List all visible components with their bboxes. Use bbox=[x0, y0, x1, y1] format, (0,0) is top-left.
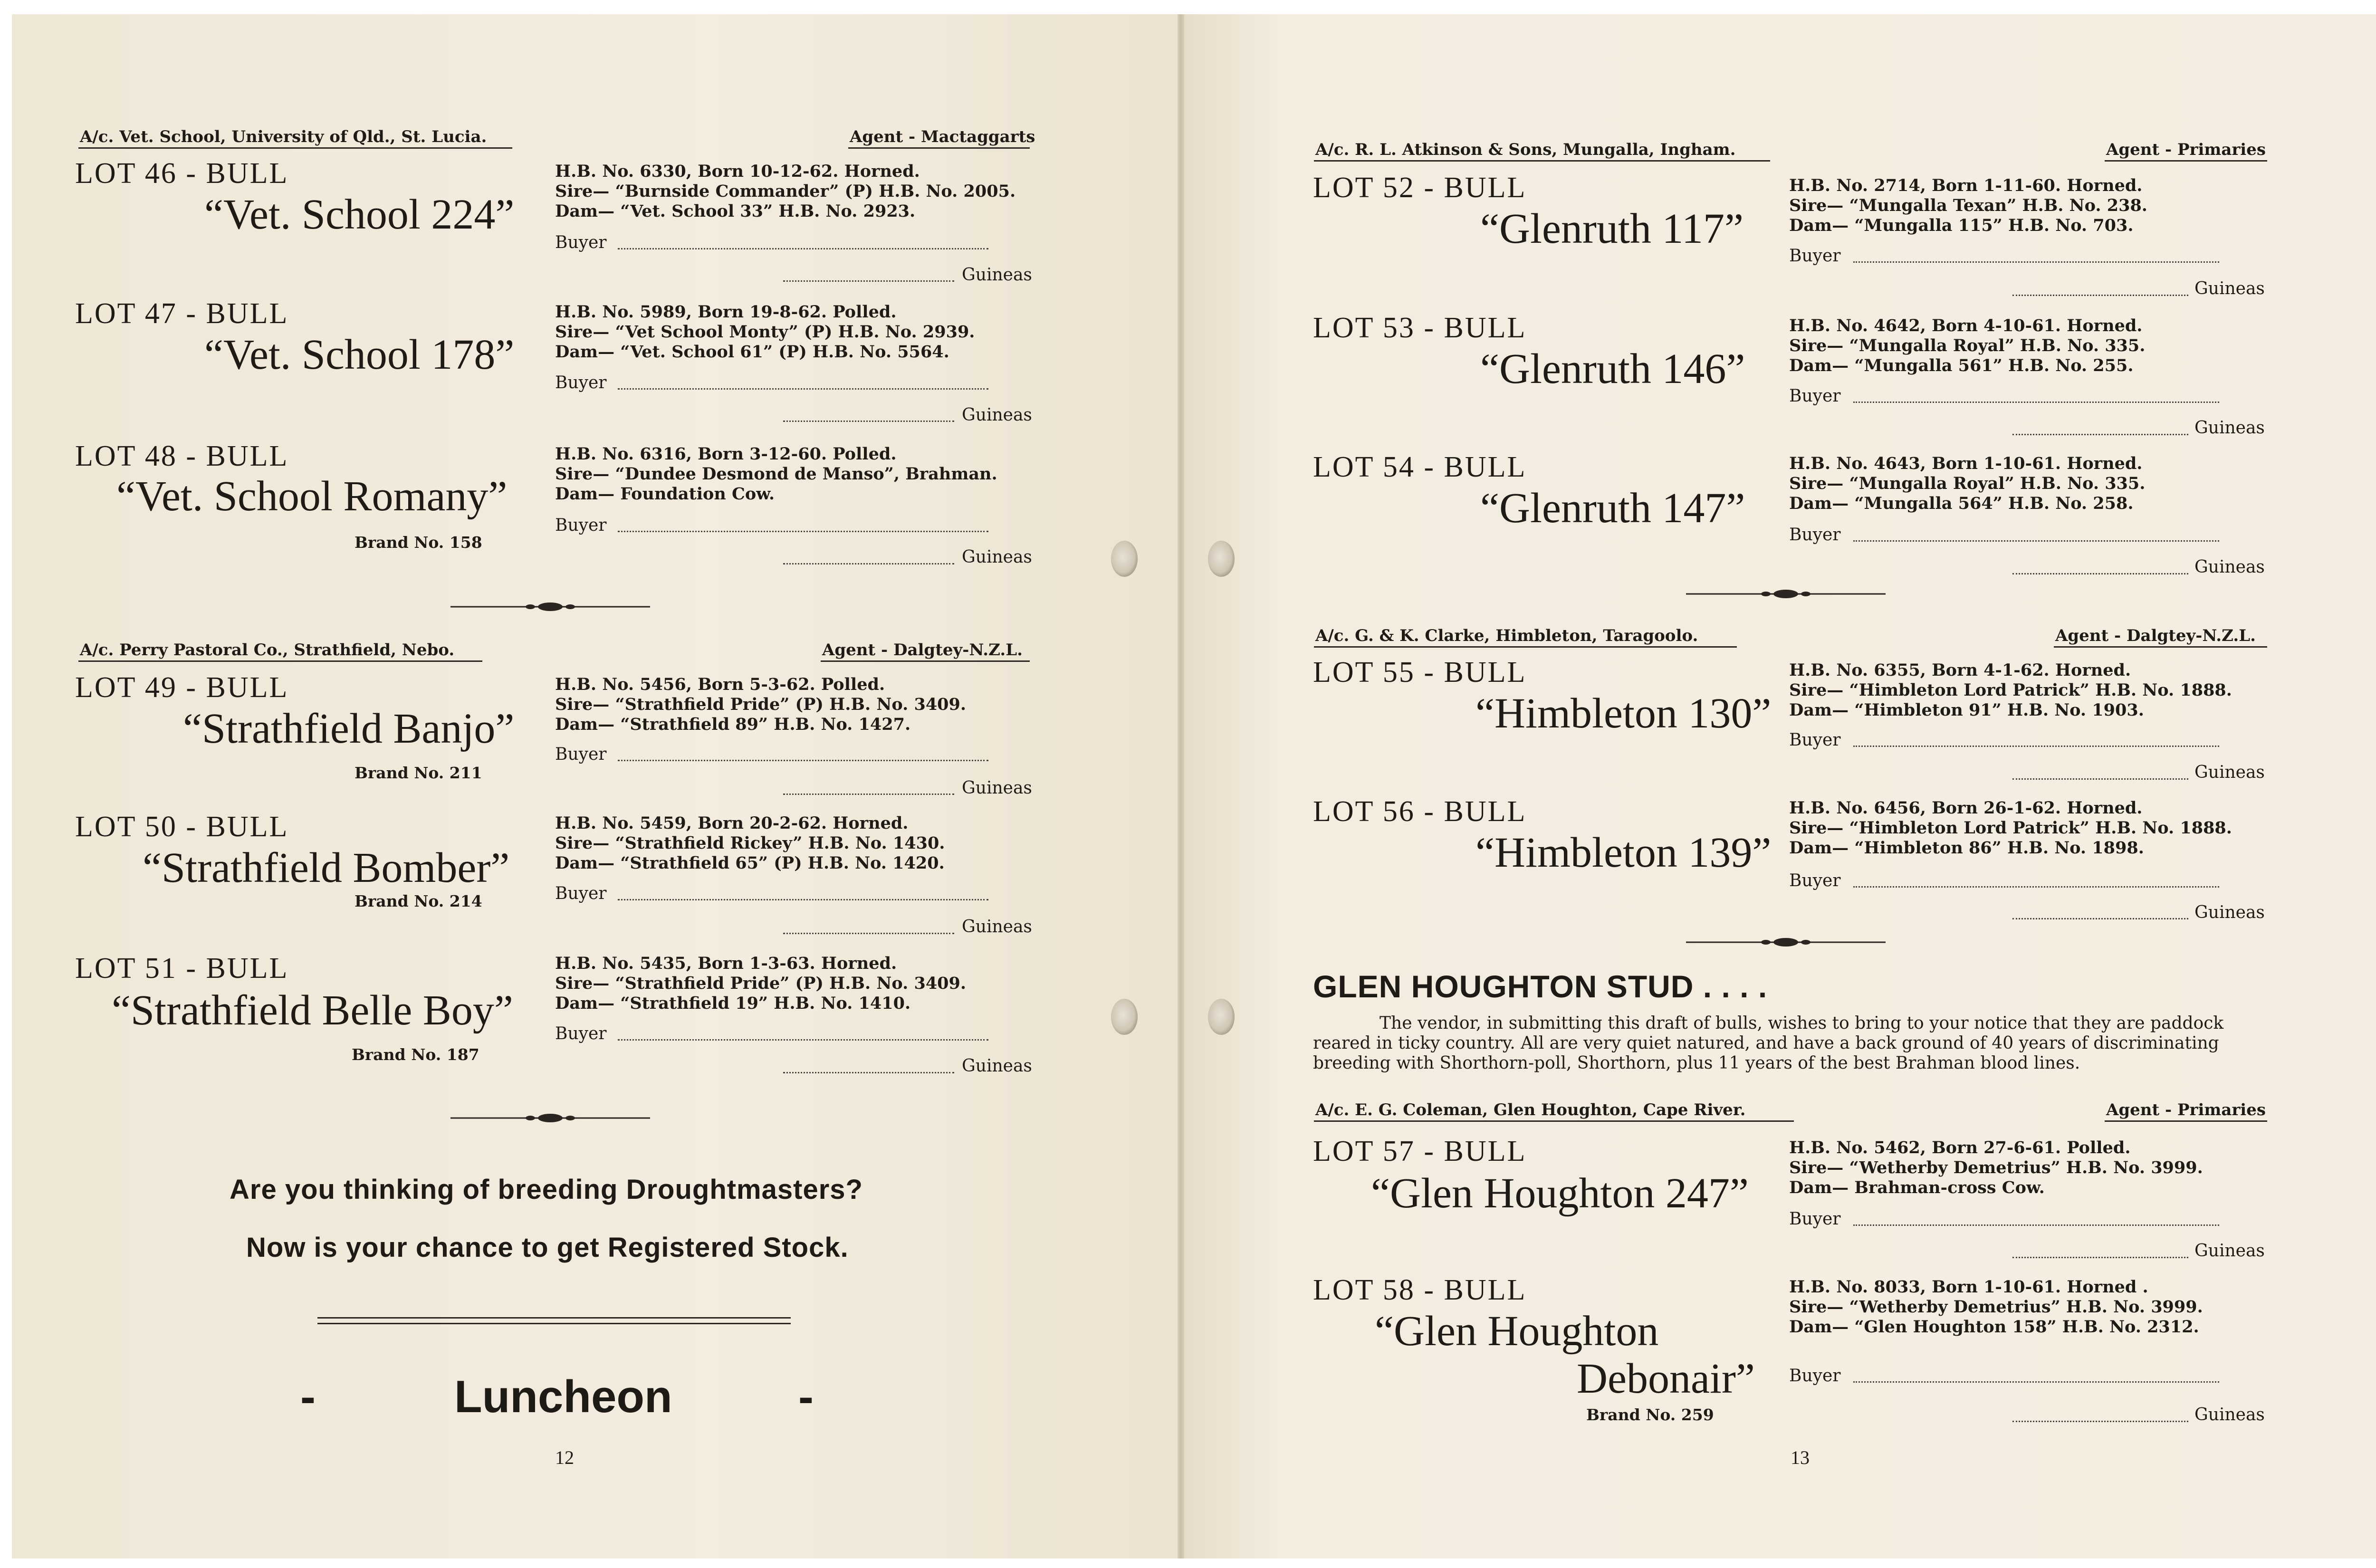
lot-details bbox=[1789, 176, 2147, 236]
buyer-label: Buyer bbox=[555, 745, 607, 764]
account-underline bbox=[1314, 646, 1737, 648]
guineas-label: Guineas bbox=[962, 778, 1032, 798]
ornament-divider bbox=[1686, 935, 1886, 949]
lot-heading: LOT 56 - BULL bbox=[1313, 795, 1527, 828]
guineas-label: Guineas bbox=[962, 917, 1032, 937]
buyer-blank[interactable] bbox=[1853, 746, 2219, 747]
hb-number: H.B. No. 5456, Born 5-3-62. Polled. bbox=[555, 675, 885, 694]
animal-name: “Himbleton 139” bbox=[1475, 829, 1772, 876]
guineas-label: Guineas bbox=[2194, 763, 2265, 782]
sire: Sire— “Vet School Monty” (P) H.B. No. 2939. bbox=[555, 322, 975, 342]
hb-number: H.B. No. 6355, Born 4-1-62. Horned. bbox=[1789, 660, 2131, 680]
lot-details bbox=[555, 675, 966, 735]
sire: Sire— “Burnside Commander” (P) H.B. No. 2005. bbox=[555, 182, 1016, 201]
dam: Dam— “Strathfield 65” (P) H.B. No. 1420. bbox=[555, 853, 945, 873]
guineas-label: Guineas bbox=[2194, 279, 2265, 298]
guineas-blank[interactable] bbox=[783, 933, 954, 934]
buyer-label: Buyer bbox=[555, 373, 607, 392]
guineas-label: Guineas bbox=[962, 405, 1032, 425]
paragraph-line: The vendor, in submitting this draft of bulls, wishes to bring to your notice that they are paddock bbox=[1380, 1013, 2224, 1033]
lot-details bbox=[555, 954, 966, 1013]
animal-name-line1: “Glen Houghton bbox=[1375, 1308, 1659, 1355]
sire: Sire— “Himbleton Lord Patrick” H.B. No. 1888. bbox=[1789, 818, 2232, 838]
buyer-blank[interactable] bbox=[1853, 540, 2219, 542]
account-name: A/c. R. L. Atkinson & Sons, Mungalla, Ingham. bbox=[1315, 140, 1736, 159]
buyer-blank[interactable] bbox=[1853, 886, 2219, 888]
dash: - bbox=[798, 1371, 814, 1422]
agent-name: Agent - Dalgtey-N.Z.L. bbox=[2055, 626, 2256, 645]
dam: Dam— “Glen Houghton 158” H.B. No. 2312. bbox=[1789, 1317, 2199, 1337]
lot-details bbox=[555, 162, 1016, 221]
lot-details bbox=[555, 813, 945, 873]
sire: Sire— “Strathfield Pride” (P) H.B. No. 3409. bbox=[555, 695, 967, 714]
dam: Dam— “Strathfield 89” H.B. No. 1427. bbox=[555, 715, 911, 734]
ornament-divider bbox=[450, 1111, 650, 1125]
animal-name: “Strathfield Banjo” bbox=[183, 705, 515, 752]
lot-heading: LOT 58 - BULL bbox=[1313, 1274, 1527, 1306]
dam: Dam— Brahman-cross Cow. bbox=[1789, 1178, 2045, 1197]
hb-number: H.B. No. 2714, Born 1-11-60. Horned. bbox=[1789, 176, 2143, 195]
sire: Sire— “Dundee Desmond de Manso”, Brahman. bbox=[555, 464, 997, 484]
guineas-label: Guineas bbox=[2194, 1405, 2265, 1425]
hb-number: H.B. No. 4642, Born 4-10-61. Horned. bbox=[1789, 316, 2143, 335]
account-name: A/c. Vet. School, University of Qld., St. Lucia. bbox=[80, 127, 487, 146]
guineas-label: Guineas bbox=[962, 547, 1032, 567]
buyer-label: Buyer bbox=[1789, 246, 1841, 266]
sire: Sire— “Strathfield Rickey” H.B. No. 1430. bbox=[555, 833, 945, 853]
brand-number: Brand No. 259 bbox=[1586, 1405, 1714, 1424]
agent-name: Agent - Dalgtey-N.Z.L. bbox=[822, 641, 1023, 660]
hb-number: H.B. No. 6316, Born 3-12-60. Polled. bbox=[555, 444, 897, 464]
dam: Dam— Foundation Cow. bbox=[555, 484, 775, 504]
animal-name: “Strathfield Bomber” bbox=[143, 844, 510, 891]
lot-details bbox=[1789, 1277, 2203, 1337]
buyer-label: Buyer bbox=[555, 1024, 607, 1043]
guineas-blank[interactable] bbox=[2012, 573, 2188, 574]
guineas-label: Guineas bbox=[962, 265, 1032, 285]
sire: Sire— “Strathfield Pride” (P) H.B. No. 3409. bbox=[555, 974, 967, 993]
hb-number: H.B. No. 6456, Born 26-1-62. Horned. bbox=[1789, 798, 2143, 818]
lot-heading: LOT 57 - BULL bbox=[1313, 1135, 1527, 1167]
guineas-label: Guineas bbox=[2194, 557, 2265, 577]
ornament-divider bbox=[1686, 587, 1886, 601]
lot-heading: LOT 46 - BULL bbox=[75, 157, 289, 190]
buyer-blank[interactable] bbox=[618, 760, 988, 761]
lot-details bbox=[1789, 798, 2232, 858]
hb-number: H.B. No. 5459, Born 20-2-62. Horned. bbox=[555, 813, 909, 833]
animal-name: “Strathfield Belle Boy” bbox=[112, 987, 513, 1034]
brand-number: Brand No. 214 bbox=[354, 892, 482, 910]
guineas-label: Guineas bbox=[962, 1056, 1032, 1076]
buyer-label: Buyer bbox=[555, 516, 607, 535]
sire: Sire— “Mungalla Texan” H.B. No. 238. bbox=[1789, 196, 2147, 215]
dam: Dam— “Himbleton 91” H.B. No. 1903. bbox=[1789, 700, 2144, 720]
buyer-blank[interactable] bbox=[1853, 261, 2219, 263]
agent-underline bbox=[2105, 1120, 2267, 1122]
account-underline bbox=[78, 147, 512, 149]
guineas-blank[interactable] bbox=[783, 563, 954, 564]
sire: Sire— “Wetherby Demetrius” H.B. No. 3999. bbox=[1789, 1297, 2203, 1317]
buyer-blank[interactable] bbox=[1853, 402, 2219, 403]
paragraph-line: breeding with Shorthorn-poll, Shorthorn, plus 11 years of the best Brahman blood lines. bbox=[1313, 1053, 2080, 1073]
guineas-blank[interactable] bbox=[2012, 918, 2188, 919]
agent-name: Agent - Primaries bbox=[2106, 140, 2266, 159]
lot-heading: LOT 52 - BULL bbox=[1313, 172, 1527, 204]
lot-details bbox=[555, 302, 975, 362]
dam: Dam— “Mungalla 564” H.B. No. 258. bbox=[1789, 494, 2134, 513]
promo-line: Now is your chance to get Registered Stock. bbox=[246, 1232, 849, 1263]
buyer-blank[interactable] bbox=[618, 248, 988, 249]
brand-number: Brand No. 187 bbox=[352, 1045, 479, 1064]
double-rule bbox=[317, 1323, 791, 1324]
agent-underline bbox=[2054, 646, 2267, 648]
ornament-divider bbox=[450, 600, 650, 614]
guineas-blank[interactable] bbox=[2012, 1421, 2188, 1422]
sire: Sire— “Wetherby Demetrius” H.B. No. 3999. bbox=[1789, 1158, 2203, 1177]
buyer-blank[interactable] bbox=[618, 899, 988, 900]
guineas-blank[interactable] bbox=[783, 421, 954, 422]
book-gutter bbox=[1178, 14, 1184, 1558]
hb-number: H.B. No. 4643, Born 1-10-61. Horned. bbox=[1789, 454, 2143, 473]
guineas-blank[interactable] bbox=[783, 1072, 954, 1073]
lot-heading: LOT 50 - BULL bbox=[75, 811, 289, 843]
agent-name: Agent - Mactaggarts bbox=[850, 127, 1035, 146]
account-name: A/c. G. & K. Clarke, Himbleton, Taragoolo. bbox=[1315, 626, 1698, 645]
paragraph-line: reared in ticky country. All are very quiet natured, and have a back ground of 40 years of discriminating bbox=[1313, 1033, 2219, 1053]
lot-heading: LOT 47 - BULL bbox=[75, 297, 289, 330]
buyer-label: Buyer bbox=[555, 233, 607, 252]
agent-underline bbox=[821, 660, 1030, 662]
guineas-blank[interactable] bbox=[2012, 778, 2188, 780]
dam: Dam— “Mungalla 561” H.B. No. 255. bbox=[1789, 356, 2134, 375]
guineas-blank[interactable] bbox=[2012, 1257, 2188, 1258]
lot-heading: LOT 48 - BULL bbox=[75, 440, 289, 472]
lot-heading: LOT 54 - BULL bbox=[1313, 451, 1527, 483]
animal-name: “Glenruth 117” bbox=[1480, 205, 1744, 252]
lot-details bbox=[1789, 454, 2145, 514]
buyer-label: Buyer bbox=[1789, 386, 1841, 406]
hb-number: H.B. No. 6330, Born 10-12-62. Horned. bbox=[555, 162, 920, 181]
guineas-blank[interactable] bbox=[783, 794, 954, 795]
luncheon-heading: Luncheon bbox=[454, 1371, 672, 1422]
page-number: 12 bbox=[555, 1447, 574, 1468]
dam: Dam— “Strathfield 19” H.B. No. 1410. bbox=[555, 994, 911, 1013]
account-name: A/c. Perry Pastoral Co., Strathfield, Nebo. bbox=[80, 641, 455, 660]
lot-heading: LOT 55 - BULL bbox=[1313, 656, 1527, 688]
animal-name: “Vet. School 224” bbox=[204, 191, 515, 238]
promo-line: Are you thinking of breeding Droughtmasters? bbox=[230, 1174, 863, 1205]
brand-number: Brand No. 158 bbox=[354, 533, 482, 552]
stud-paragraph bbox=[1313, 1013, 2268, 1073]
buyer-label: Buyer bbox=[555, 884, 607, 903]
guineas-blank[interactable] bbox=[2012, 434, 2188, 435]
buyer-label: Buyer bbox=[1789, 871, 1841, 890]
guineas-label: Guineas bbox=[2194, 1241, 2265, 1261]
buyer-blank[interactable] bbox=[1853, 1381, 2219, 1383]
buyer-label: Buyer bbox=[1789, 1209, 1841, 1229]
lot-heading: LOT 53 - BULL bbox=[1313, 312, 1527, 344]
agent-name: Agent - Primaries bbox=[2106, 1100, 2266, 1119]
buyer-blank[interactable] bbox=[618, 1039, 988, 1041]
buyer-label: Buyer bbox=[1789, 730, 1841, 750]
brand-number: Brand No. 211 bbox=[354, 764, 482, 782]
account-underline bbox=[78, 660, 482, 662]
punch-hole bbox=[1111, 541, 1138, 577]
agent-underline bbox=[2105, 160, 2267, 162]
lot-details bbox=[1789, 1138, 2203, 1198]
stud-heading: GLEN HOUGHTON STUD . . . . bbox=[1313, 969, 1768, 1004]
sire: Sire— “Himbleton Lord Patrick” H.B. No. 1888. bbox=[1789, 680, 2232, 700]
animal-name: “Himbleton 130” bbox=[1475, 690, 1772, 737]
hb-number: H.B. No. 5435, Born 1-3-63. Horned. bbox=[555, 954, 897, 973]
animal-name: “Glen Houghton 247” bbox=[1371, 1170, 1749, 1217]
punch-hole bbox=[1111, 999, 1138, 1035]
buyer-blank[interactable] bbox=[618, 388, 988, 390]
sire: Sire— “Mungalla Royal” H.B. No. 335. bbox=[1789, 336, 2146, 355]
guineas-blank[interactable] bbox=[2012, 295, 2188, 296]
lot-details bbox=[1789, 316, 2145, 376]
agent-underline bbox=[848, 147, 1030, 149]
sire: Sire— “Mungalla Royal” H.B. No. 335. bbox=[1789, 474, 2146, 493]
guineas-label: Guineas bbox=[2194, 903, 2265, 922]
double-rule bbox=[317, 1317, 791, 1319]
animal-name: “Vet. School Romany” bbox=[116, 473, 508, 520]
lot-details bbox=[1789, 660, 2232, 720]
account-underline bbox=[1314, 1120, 1794, 1122]
dam: Dam— “Vet. School 33” H.B. No. 2923. bbox=[555, 201, 916, 221]
guineas-label: Guineas bbox=[2194, 418, 2265, 438]
lot-details bbox=[555, 444, 997, 504]
hb-number: H.B. No. 5989, Born 19-8-62. Polled. bbox=[555, 302, 897, 322]
dam: Dam— “Vet. School 61” (P) H.B. No. 5564. bbox=[555, 342, 949, 362]
buyer-blank[interactable] bbox=[618, 531, 988, 532]
hb-number: H.B. No. 8033, Born 1-10-61. Horned . bbox=[1789, 1277, 2148, 1297]
guineas-blank[interactable] bbox=[783, 280, 954, 282]
animal-name: “Glenruth 147” bbox=[1480, 485, 1745, 532]
dash: - bbox=[300, 1371, 316, 1422]
animal-name: “Vet. School 178” bbox=[204, 331, 515, 378]
page-number: 13 bbox=[1791, 1447, 1810, 1468]
buyer-label: Buyer bbox=[1789, 1366, 1841, 1386]
dam: Dam— “Himbleton 86” H.B. No. 1898. bbox=[1789, 838, 2144, 858]
lot-heading: LOT 51 - BULL bbox=[75, 952, 289, 985]
lot-heading: LOT 49 - BULL bbox=[75, 671, 289, 704]
hb-number: H.B. No. 5462, Born 27-6-61. Polled. bbox=[1789, 1138, 2131, 1157]
punch-hole bbox=[1208, 541, 1235, 577]
account-underline bbox=[1314, 160, 1770, 162]
account-name: A/c. E. G. Coleman, Glen Houghton, Cape River. bbox=[1315, 1100, 1746, 1119]
dam: Dam— “Mungalla 115” H.B. No. 703. bbox=[1789, 216, 2134, 235]
buyer-blank[interactable] bbox=[1853, 1224, 2219, 1226]
animal-name-line2: Debonair” bbox=[1577, 1355, 1755, 1402]
punch-hole bbox=[1208, 999, 1235, 1035]
buyer-label: Buyer bbox=[1789, 525, 1841, 545]
animal-name: “Glenruth 146” bbox=[1480, 345, 1745, 392]
